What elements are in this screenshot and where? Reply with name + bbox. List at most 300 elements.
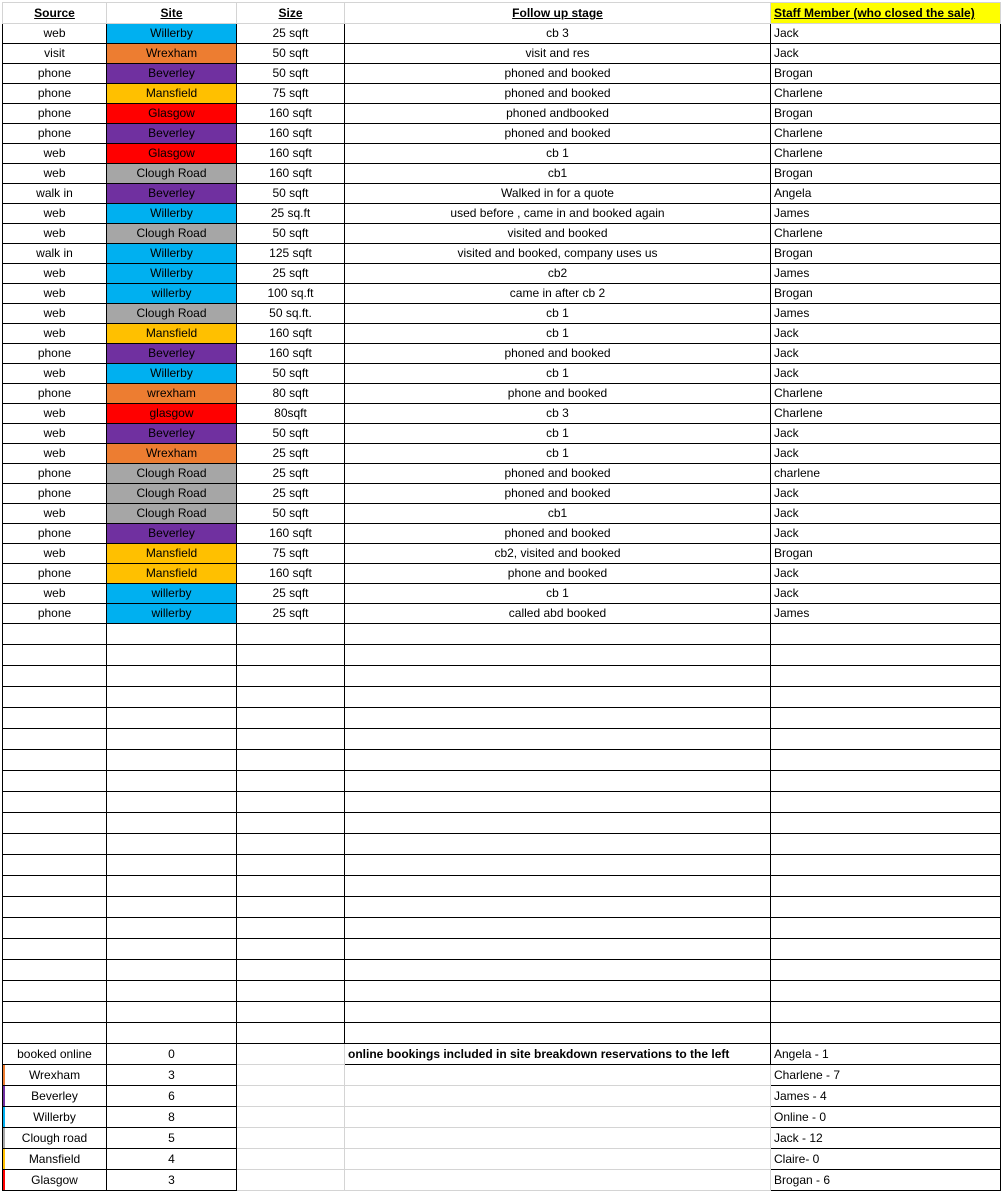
size-cell[interactable] (237, 645, 345, 666)
source-cell[interactable] (3, 771, 107, 792)
size-cell[interactable]: 50 sqft (237, 44, 345, 64)
followup-cell[interactable] (345, 876, 771, 897)
site-cell[interactable]: willerby (107, 604, 237, 624)
site-cell[interactable]: Mansfield (107, 324, 237, 344)
size-cell[interactable]: 160 sqft (237, 324, 345, 344)
followup-cell[interactable]: cb 1 (345, 304, 771, 324)
source-cell[interactable]: phone (3, 524, 107, 544)
source-cell[interactable]: web (3, 444, 107, 464)
source-cell[interactable]: web (3, 204, 107, 224)
staff-cell[interactable] (771, 792, 1001, 813)
size-cell[interactable] (237, 813, 345, 834)
staff-cell[interactable]: Jack (771, 584, 1001, 604)
source-cell[interactable] (3, 960, 107, 981)
blank-cell[interactable] (237, 1107, 345, 1128)
blank-cell[interactable] (237, 1065, 345, 1086)
size-cell[interactable]: 75 sqft (237, 544, 345, 564)
followup-cell[interactable]: called abd booked (345, 604, 771, 624)
site-cell[interactable]: Willerby (107, 24, 237, 44)
source-cell[interactable]: web (3, 544, 107, 564)
size-cell[interactable] (237, 960, 345, 981)
size-cell[interactable]: 160 sqft (237, 104, 345, 124)
staff-cell[interactable]: James (771, 604, 1001, 624)
followup-cell[interactable]: came in after cb 2 (345, 284, 771, 304)
blank-cell[interactable] (345, 1086, 771, 1107)
site-cell[interactable] (107, 729, 237, 750)
followup-cell[interactable]: phoned and booked (345, 484, 771, 504)
size-cell[interactable] (237, 834, 345, 855)
followup-cell[interactable] (345, 645, 771, 666)
size-cell[interactable]: 50 sqft (237, 184, 345, 204)
size-cell[interactable]: 75 sqft (237, 84, 345, 104)
followup-cell[interactable]: visited and booked, company uses us (345, 244, 771, 264)
blank-cell[interactable] (237, 1086, 345, 1107)
staff-cell[interactable] (771, 876, 1001, 897)
site-cell[interactable] (107, 771, 237, 792)
summary-staff-count[interactable]: Jack - 12 (771, 1128, 1001, 1149)
site-cell[interactable]: Glasgow (107, 104, 237, 124)
site-cell[interactable]: Glasgow (107, 144, 237, 164)
source-cell[interactable] (3, 708, 107, 729)
staff-cell[interactable] (771, 834, 1001, 855)
site-cell[interactable] (107, 1002, 237, 1023)
source-cell[interactable] (3, 792, 107, 813)
followup-cell[interactable] (345, 729, 771, 750)
staff-cell[interactable] (771, 855, 1001, 876)
staff-cell[interactable] (771, 918, 1001, 939)
staff-cell[interactable] (771, 666, 1001, 687)
size-cell[interactable]: 160 sqft (237, 164, 345, 184)
size-cell[interactable]: 125 sqft (237, 244, 345, 264)
staff-cell[interactable] (771, 960, 1001, 981)
staff-cell[interactable]: James (771, 204, 1001, 224)
staff-cell[interactable]: Jack (771, 524, 1001, 544)
followup-cell[interactable]: cb 1 (345, 584, 771, 604)
staff-cell[interactable]: Jack (771, 24, 1001, 44)
staff-cell[interactable] (771, 939, 1001, 960)
site-cell[interactable] (107, 750, 237, 771)
staff-cell[interactable]: Brogan (771, 244, 1001, 264)
site-cell[interactable]: Clough Road (107, 304, 237, 324)
site-cell[interactable]: Willerby (107, 204, 237, 224)
staff-cell[interactable] (771, 1023, 1001, 1044)
source-cell[interactable]: web (3, 584, 107, 604)
blank-cell[interactable] (345, 1128, 771, 1149)
summary-staff-count[interactable]: Online - 0 (771, 1107, 1001, 1128)
site-cell[interactable]: Clough Road (107, 164, 237, 184)
followup-cell[interactable]: cb1 (345, 504, 771, 524)
followup-cell[interactable] (345, 750, 771, 771)
blank-cell[interactable] (345, 1149, 771, 1170)
summary-site-count[interactable]: 4 (107, 1149, 237, 1170)
summary-staff-count[interactable]: Claire- 0 (771, 1149, 1001, 1170)
blank-cell[interactable] (237, 1149, 345, 1170)
site-cell[interactable] (107, 960, 237, 981)
source-cell[interactable]: phone (3, 384, 107, 404)
site-cell[interactable]: Beverley (107, 344, 237, 364)
site-cell[interactable] (107, 708, 237, 729)
blank-cell[interactable] (237, 1128, 345, 1149)
site-cell[interactable]: Wrexham (107, 444, 237, 464)
source-cell[interactable] (3, 918, 107, 939)
header-followup[interactable]: Follow up stage (345, 3, 771, 24)
source-cell[interactable]: walk in (3, 244, 107, 264)
followup-cell[interactable] (345, 918, 771, 939)
source-cell[interactable] (3, 1023, 107, 1044)
followup-cell[interactable] (345, 813, 771, 834)
followup-cell[interactable]: phone and booked (345, 384, 771, 404)
size-cell[interactable] (237, 624, 345, 645)
site-cell[interactable]: Wrexham (107, 44, 237, 64)
followup-cell[interactable]: phoned and booked (345, 524, 771, 544)
source-cell[interactable]: web (3, 424, 107, 444)
size-cell[interactable] (237, 1023, 345, 1044)
size-cell[interactable] (237, 729, 345, 750)
staff-cell[interactable]: James (771, 304, 1001, 324)
site-cell[interactable] (107, 834, 237, 855)
source-cell[interactable] (3, 813, 107, 834)
site-cell[interactable] (107, 666, 237, 687)
empty-row (3, 897, 1001, 918)
followup-cell[interactable]: cb 1 (345, 444, 771, 464)
size-cell[interactable] (237, 708, 345, 729)
summary-staff-count[interactable]: James - 4 (771, 1086, 1001, 1107)
staff-cell[interactable] (771, 687, 1001, 708)
table-row (3, 604, 1001, 624)
staff-cell[interactable] (771, 1002, 1001, 1023)
size-cell[interactable]: 25 sqft (237, 444, 345, 464)
blank-cell[interactable] (345, 1170, 771, 1191)
size-cell[interactable] (237, 897, 345, 918)
source-cell[interactable]: web (3, 364, 107, 384)
site-cell[interactable]: Clough Road (107, 504, 237, 524)
staff-cell[interactable]: Jack (771, 344, 1001, 364)
site-cell[interactable]: Willerby (107, 244, 237, 264)
staff-cell[interactable]: Jack (771, 44, 1001, 64)
size-cell[interactable]: 50 sq.ft. (237, 304, 345, 324)
source-cell[interactable]: phone (3, 344, 107, 364)
staff-cell[interactable]: Jack (771, 444, 1001, 464)
site-cell[interactable]: Clough Road (107, 464, 237, 484)
site-cell[interactable]: willerby (107, 284, 237, 304)
summary-staff-count[interactable]: Brogan - 6 (771, 1170, 1001, 1191)
staff-cell[interactable]: Brogan (771, 544, 1001, 564)
site-cell[interactable] (107, 687, 237, 708)
source-cell[interactable] (3, 834, 107, 855)
followup-cell[interactable] (345, 855, 771, 876)
followup-cell[interactable] (345, 624, 771, 645)
site-cell[interactable] (107, 918, 237, 939)
followup-cell[interactable] (345, 771, 771, 792)
site-cell[interactable]: Willerby (107, 364, 237, 384)
size-cell[interactable]: 25 sqft (237, 24, 345, 44)
summary-staff-count[interactable]: Charlene - 7 (771, 1065, 1001, 1086)
size-cell[interactable] (237, 771, 345, 792)
size-cell[interactable] (237, 1002, 345, 1023)
size-cell[interactable]: 160 sqft (237, 124, 345, 144)
followup-cell[interactable]: phone and booked (345, 564, 771, 584)
size-cell[interactable] (237, 918, 345, 939)
size-cell[interactable] (237, 939, 345, 960)
source-cell[interactable]: web (3, 504, 107, 524)
followup-cell[interactable]: phoned andbooked (345, 104, 771, 124)
staff-cell[interactable]: Brogan (771, 104, 1001, 124)
size-cell[interactable]: 25 sqft (237, 484, 345, 504)
source-cell[interactable]: web (3, 24, 107, 44)
summary-site-label[interactable]: Willerby (3, 1107, 107, 1128)
summary-site-count[interactable]: 3 (107, 1065, 237, 1086)
followup-cell[interactable] (345, 897, 771, 918)
site-cell[interactable] (107, 645, 237, 666)
staff-cell[interactable]: Jack (771, 324, 1001, 344)
site-cell[interactable] (107, 897, 237, 918)
site-cell[interactable]: Willerby (107, 264, 237, 284)
staff-cell[interactable]: Charlene (771, 384, 1001, 404)
size-cell[interactable] (237, 792, 345, 813)
empty-row (3, 792, 1001, 813)
summary-note[interactable]: online bookings included in site breakdown reservations to the left (345, 1044, 771, 1065)
header-source[interactable]: Source (3, 3, 107, 24)
site-cell[interactable]: Mansfield (107, 84, 237, 104)
followup-cell[interactable]: phoned and booked (345, 464, 771, 484)
source-cell[interactable]: phone (3, 464, 107, 484)
followup-cell[interactable]: phoned and booked (345, 124, 771, 144)
site-cell[interactable] (107, 855, 237, 876)
size-cell[interactable]: 25 sqft (237, 464, 345, 484)
source-cell[interactable] (3, 666, 107, 687)
source-cell[interactable] (3, 687, 107, 708)
staff-cell[interactable] (771, 708, 1001, 729)
size-cell[interactable]: 160 sqft (237, 564, 345, 584)
summary-site-label[interactable]: Clough road (3, 1128, 107, 1149)
summary-site-label[interactable]: Mansfield (3, 1149, 107, 1170)
followup-cell[interactable] (345, 1023, 771, 1044)
site-cell[interactable]: Clough Road (107, 224, 237, 244)
followup-cell[interactable] (345, 708, 771, 729)
staff-cell[interactable]: Jack (771, 504, 1001, 524)
staff-cell[interactable]: Brogan (771, 164, 1001, 184)
size-cell[interactable]: 50 sqft (237, 504, 345, 524)
blank-cell[interactable] (345, 1065, 771, 1086)
source-cell[interactable]: phone (3, 484, 107, 504)
followup-cell[interactable] (345, 939, 771, 960)
staff-cell[interactable] (771, 624, 1001, 645)
staff-cell[interactable] (771, 729, 1001, 750)
size-cell[interactable]: 160 sqft (237, 344, 345, 364)
source-cell[interactable] (3, 981, 107, 1002)
followup-cell[interactable]: cb 1 (345, 324, 771, 344)
source-cell[interactable]: web (3, 224, 107, 244)
followup-cell[interactable] (345, 792, 771, 813)
source-cell[interactable]: web (3, 144, 107, 164)
staff-cell[interactable]: Charlene (771, 84, 1001, 104)
size-cell[interactable]: 50 sqft (237, 64, 345, 84)
empty-row (3, 687, 1001, 708)
summary-site-count[interactable]: 8 (107, 1107, 237, 1128)
site-cell[interactable] (107, 981, 237, 1002)
staff-cell[interactable] (771, 750, 1001, 771)
followup-cell[interactable]: phoned and booked (345, 84, 771, 104)
staff-cell[interactable]: Jack (771, 484, 1001, 504)
empty-row (3, 645, 1001, 666)
staff-cell[interactable] (771, 813, 1001, 834)
followup-cell[interactable]: cb2 (345, 264, 771, 284)
followup-cell[interactable]: cb1 (345, 164, 771, 184)
summary-site-count[interactable]: 3 (107, 1170, 237, 1191)
site-cell[interactable]: Beverley (107, 124, 237, 144)
site-cell[interactable]: Beverley (107, 184, 237, 204)
size-cell[interactable] (237, 687, 345, 708)
source-cell[interactable]: phone (3, 604, 107, 624)
source-cell[interactable]: phone (3, 64, 107, 84)
staff-cell[interactable]: Brogan (771, 64, 1001, 84)
summary-site-count[interactable]: 5 (107, 1128, 237, 1149)
followup-cell[interactable]: cb 3 (345, 24, 771, 44)
site-cell[interactable] (107, 1023, 237, 1044)
followup-cell[interactable] (345, 1002, 771, 1023)
source-cell[interactable] (3, 855, 107, 876)
size-cell[interactable] (237, 666, 345, 687)
size-cell[interactable] (237, 750, 345, 771)
site-cell[interactable]: Beverley (107, 524, 237, 544)
source-cell[interactable]: web (3, 284, 107, 304)
table-row (3, 544, 1001, 564)
site-cell[interactable]: glasgow (107, 404, 237, 424)
blank-cell[interactable] (237, 1170, 345, 1191)
source-cell[interactable] (3, 897, 107, 918)
staff-cell[interactable] (771, 771, 1001, 792)
followup-cell[interactable]: phoned and booked (345, 64, 771, 84)
source-cell[interactable] (3, 750, 107, 771)
summary-site-count[interactable]: 6 (107, 1086, 237, 1107)
staff-cell[interactable]: Angela (771, 184, 1001, 204)
size-cell[interactable]: 50 sqft (237, 364, 345, 384)
summary-site-label[interactable]: booked online (3, 1044, 107, 1065)
source-cell[interactable] (3, 939, 107, 960)
staff-cell[interactable]: James (771, 264, 1001, 284)
site-cell[interactable] (107, 939, 237, 960)
source-cell[interactable]: web (3, 264, 107, 284)
source-cell[interactable]: phone (3, 104, 107, 124)
header-site[interactable]: Site (107, 3, 237, 24)
source-cell[interactable] (3, 876, 107, 897)
staff-cell[interactable]: Brogan (771, 284, 1001, 304)
site-cell[interactable] (107, 876, 237, 897)
followup-cell[interactable] (345, 981, 771, 1002)
site-cell[interactable]: willerby (107, 584, 237, 604)
source-cell[interactable]: web (3, 164, 107, 184)
blank-cell[interactable] (237, 1044, 345, 1065)
blank-cell[interactable] (345, 1107, 771, 1128)
site-cell[interactable] (107, 792, 237, 813)
size-cell[interactable] (237, 981, 345, 1002)
header-size[interactable]: Size (237, 3, 345, 24)
source-cell[interactable]: web (3, 324, 107, 344)
staff-cell[interactable] (771, 897, 1001, 918)
source-cell[interactable] (3, 729, 107, 750)
size-cell[interactable]: 25 sqft (237, 604, 345, 624)
size-cell[interactable]: 50 sqft (237, 224, 345, 244)
size-cell[interactable]: 80 sqft (237, 384, 345, 404)
followup-cell[interactable] (345, 960, 771, 981)
staff-cell[interactable]: Jack (771, 564, 1001, 584)
table-row (3, 164, 1001, 184)
followup-cell[interactable]: cb 1 (345, 424, 771, 444)
source-cell[interactable]: web (3, 404, 107, 424)
source-cell[interactable]: walk in (3, 184, 107, 204)
summary-site-label[interactable]: Wrexham (3, 1065, 107, 1086)
source-cell[interactable] (3, 1002, 107, 1023)
source-cell[interactable]: phone (3, 564, 107, 584)
table-row (3, 84, 1001, 104)
site-cell[interactable]: Mansfield (107, 544, 237, 564)
size-cell[interactable]: 100 sq.ft (237, 284, 345, 304)
table-row (3, 344, 1001, 364)
size-cell[interactable]: 50 sqft (237, 424, 345, 444)
staff-cell[interactable]: Charlene (771, 404, 1001, 424)
followup-cell[interactable] (345, 687, 771, 708)
size-cell[interactable]: 25 sq.ft (237, 204, 345, 224)
followup-cell[interactable]: phoned and booked (345, 344, 771, 364)
source-cell[interactable] (3, 645, 107, 666)
size-cell[interactable]: 25 sqft (237, 584, 345, 604)
followup-cell[interactable]: cb 1 (345, 364, 771, 384)
followup-cell[interactable]: used before , came in and booked again (345, 204, 771, 224)
site-cell[interactable] (107, 624, 237, 645)
followup-cell[interactable] (345, 666, 771, 687)
site-cell[interactable]: wrexham (107, 384, 237, 404)
staff-cell[interactable]: Jack (771, 364, 1001, 384)
staff-cell[interactable] (771, 645, 1001, 666)
source-cell[interactable] (3, 624, 107, 645)
site-cell[interactable]: Beverley (107, 64, 237, 84)
size-cell[interactable]: 80sqft (237, 404, 345, 424)
empty-row (3, 624, 1001, 645)
size-cell[interactable]: 25 sqft (237, 264, 345, 284)
site-cell[interactable] (107, 813, 237, 834)
summary-site-label[interactable]: Beverley (3, 1086, 107, 1107)
staff-cell[interactable]: Charlene (771, 224, 1001, 244)
header-staff[interactable]: Staff Member (who closed the sale) (771, 3, 1001, 24)
followup-cell[interactable]: visited and booked (345, 224, 771, 244)
followup-cell[interactable]: cb 3 (345, 404, 771, 424)
size-cell[interactable]: 160 sqft (237, 524, 345, 544)
followup-cell[interactable]: cb 1 (345, 144, 771, 164)
followup-cell[interactable]: cb2, visited and booked (345, 544, 771, 564)
staff-cell[interactable]: Charlene (771, 124, 1001, 144)
source-cell[interactable]: phone (3, 124, 107, 144)
followup-cell[interactable] (345, 834, 771, 855)
site-cell[interactable]: Beverley (107, 424, 237, 444)
size-cell[interactable] (237, 876, 345, 897)
size-cell[interactable]: 160 sqft (237, 144, 345, 164)
followup-cell[interactable]: visit and res (345, 44, 771, 64)
staff-cell[interactable] (771, 981, 1001, 1002)
source-cell[interactable]: web (3, 304, 107, 324)
summary-site-count[interactable]: 0 (107, 1044, 237, 1065)
source-cell[interactable]: phone (3, 84, 107, 104)
staff-cell[interactable]: Jack (771, 424, 1001, 444)
summary-site-label[interactable]: Glasgow (3, 1170, 107, 1191)
site-cell[interactable]: Mansfield (107, 564, 237, 584)
staff-cell[interactable]: Charlene (771, 144, 1001, 164)
staff-cell[interactable]: charlene (771, 464, 1001, 484)
source-cell[interactable]: visit (3, 44, 107, 64)
summary-staff-count[interactable]: Angela - 1 (771, 1044, 1001, 1065)
size-cell[interactable] (237, 855, 345, 876)
site-cell[interactable]: Clough Road (107, 484, 237, 504)
followup-cell[interactable]: Walked in for a quote (345, 184, 771, 204)
